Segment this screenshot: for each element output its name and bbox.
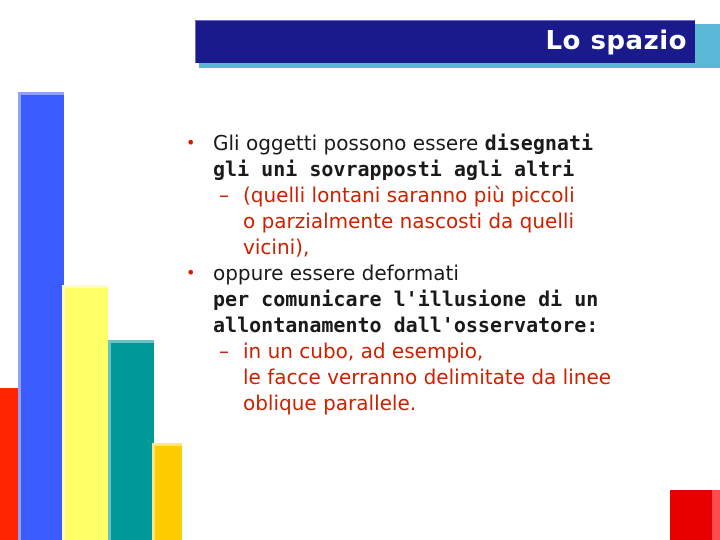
bullet-item <box>186 130 706 182</box>
sub-bullet-item <box>186 338 706 416</box>
slide-title: Lo spazio <box>545 26 687 56</box>
slide-content <box>186 130 706 416</box>
sub-bullet-text: le facce verranno delimitate da linee <box>243 365 612 389</box>
decor-bar-gold <box>152 443 182 540</box>
bullet-icon: • <box>186 263 196 282</box>
bullet-emphasis: disegnati <box>484 131 594 155</box>
decor-bar-yellow <box>62 285 108 540</box>
bullet-icon: • <box>186 133 196 152</box>
decor-block-red-right-edge <box>712 490 720 540</box>
sub-bullet-item <box>186 182 706 260</box>
bullet-emphasis: gli uni sovrapposti agli altri <box>213 157 575 181</box>
sub-bullet-text: (quelli lontani saranno più piccoli <box>243 183 575 207</box>
sub-bullet-text: oblique parallele. <box>243 391 417 415</box>
decor-bar-teal <box>108 340 154 540</box>
sub-bullet-text: in un cubo, ad esempio, <box>243 339 484 363</box>
dash-icon: – <box>219 183 229 207</box>
decor-bar-blue <box>18 92 64 540</box>
sub-bullet-text: vicini), <box>243 235 310 259</box>
decor-bar-red-left <box>0 388 20 540</box>
sub-bullet-text: o parzialmente nascosti da quelli <box>243 209 575 233</box>
bullet-text: oppure essere deformati <box>213 261 459 285</box>
title-bar <box>195 20 695 63</box>
bullet-item <box>186 260 706 338</box>
bullet-text: Gli oggetti possono essere <box>213 131 485 155</box>
dash-icon: – <box>219 339 229 363</box>
bullet-emphasis: allontanamento dall'osservatore: <box>213 313 599 337</box>
bullet-emphasis: per comunicare l'illusione di un <box>213 287 599 311</box>
